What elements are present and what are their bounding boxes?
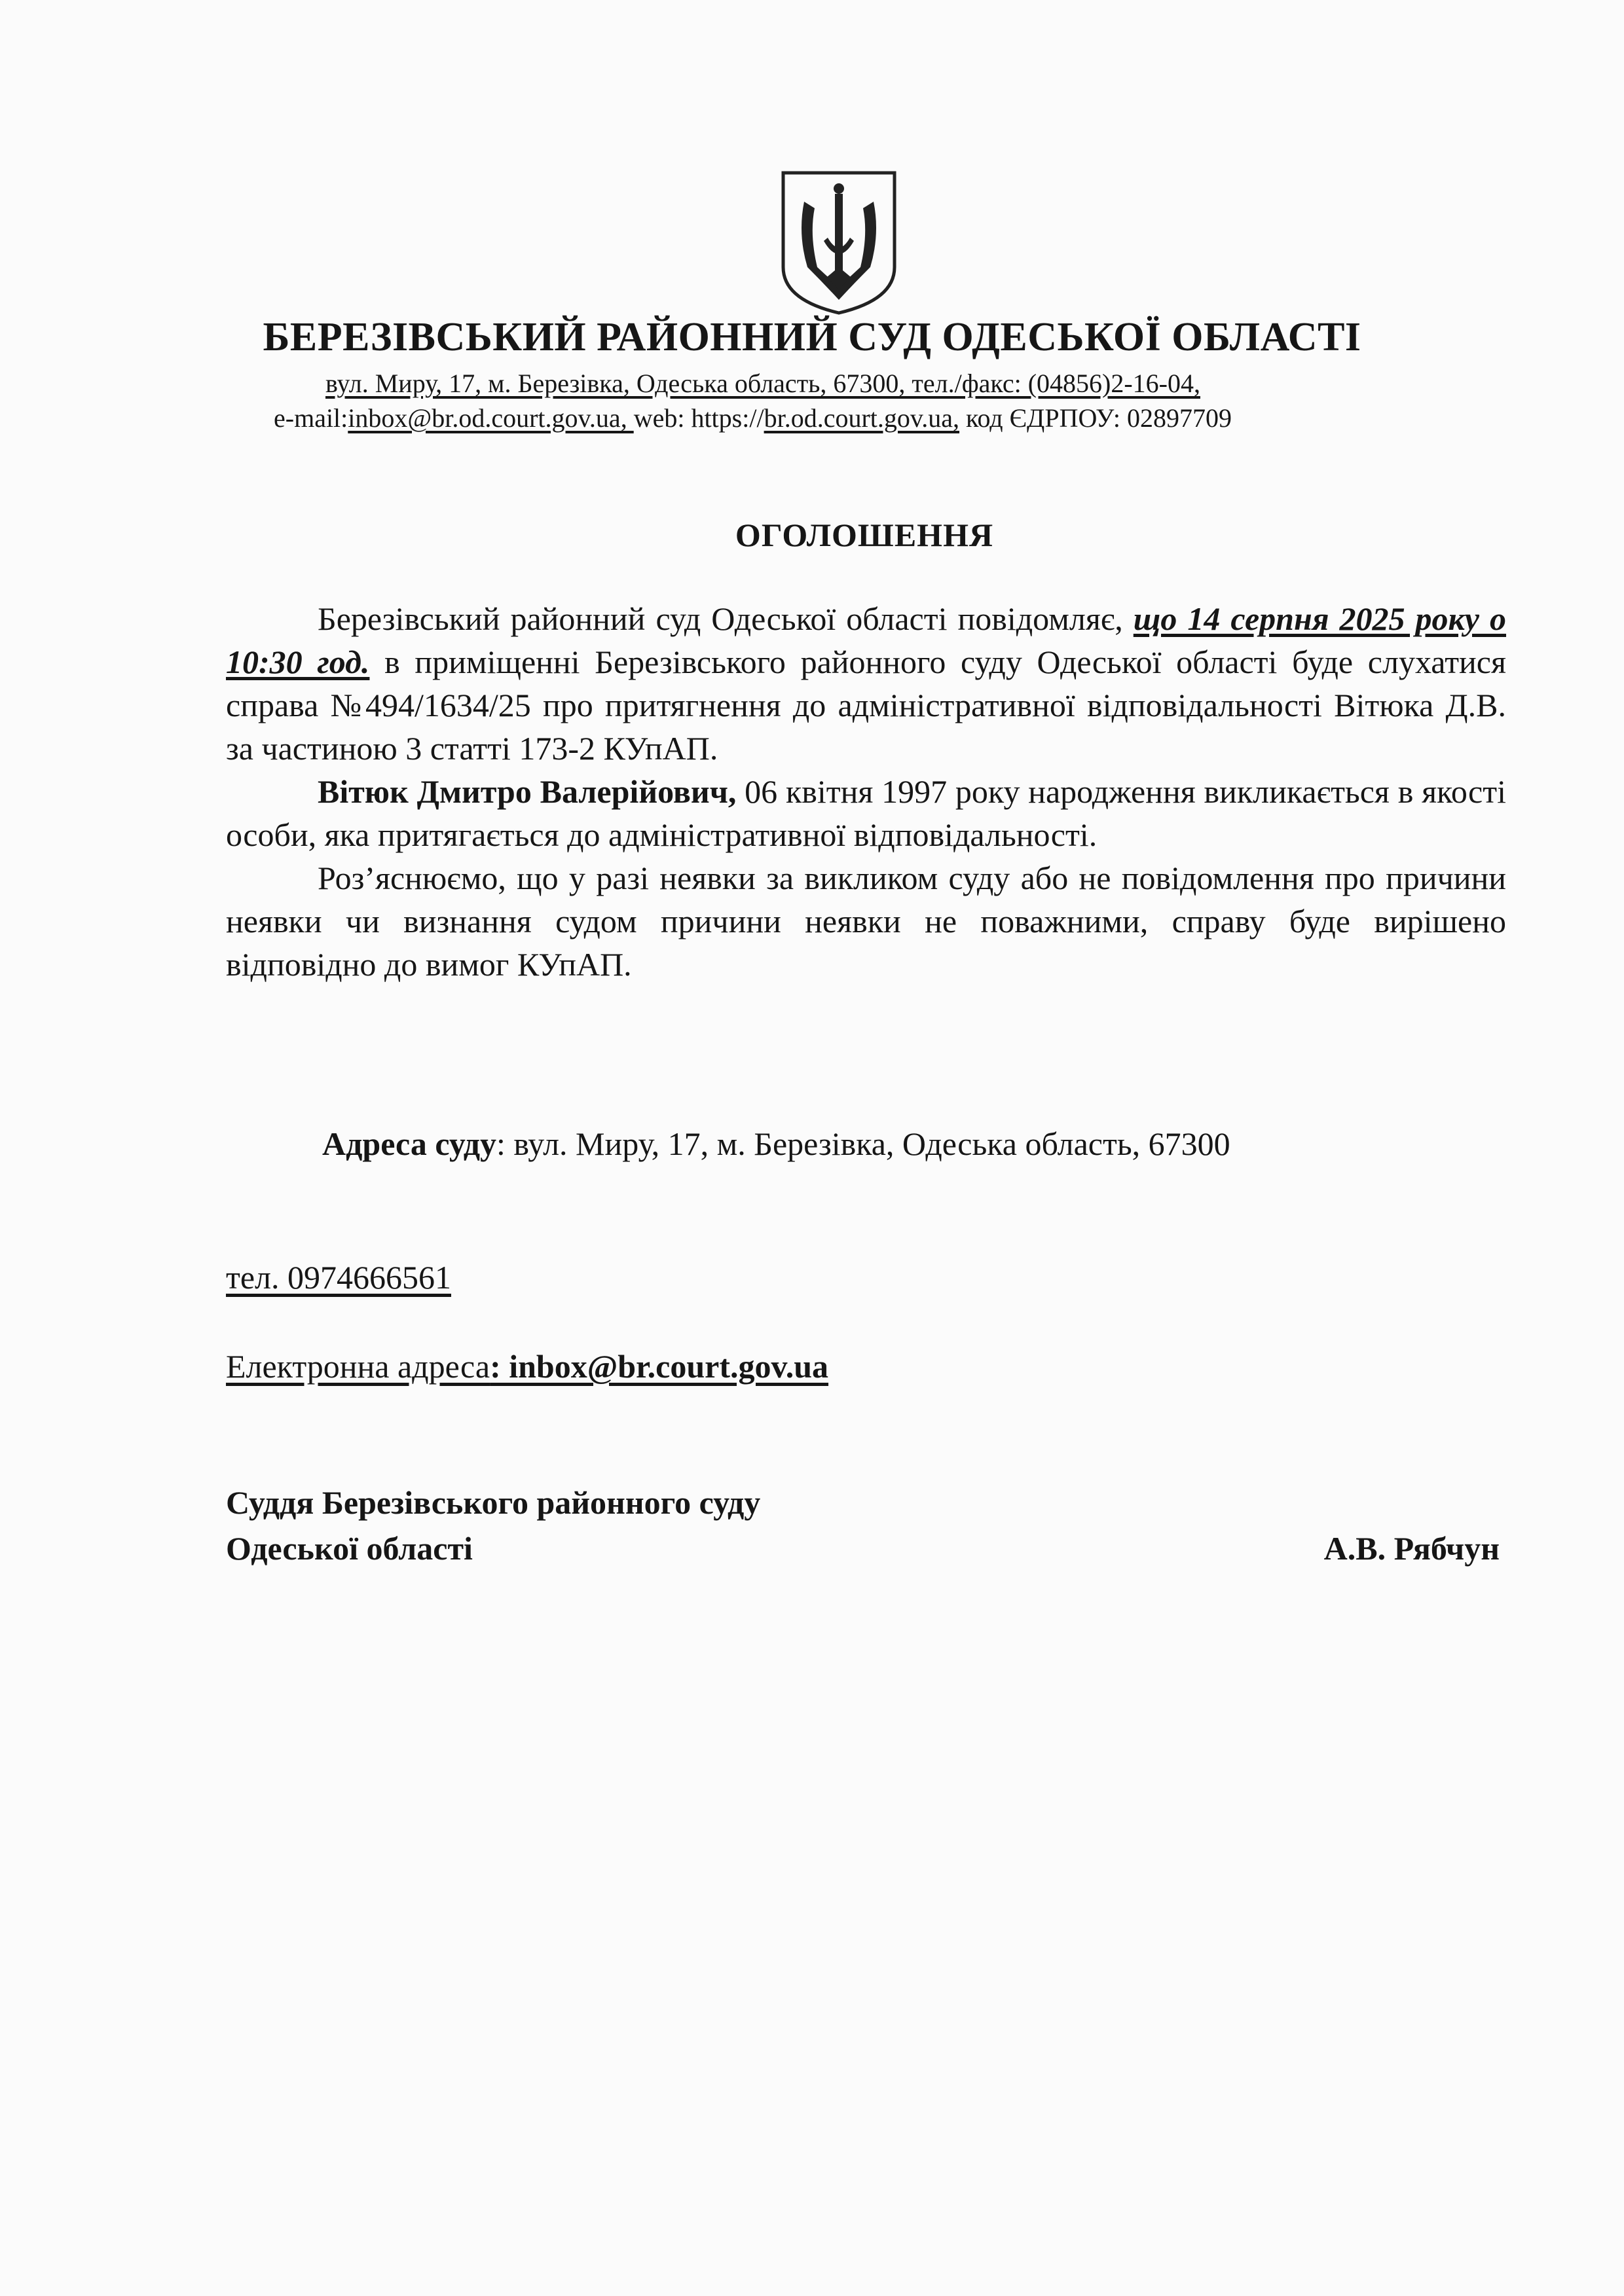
paragraph-person [226, 770, 1506, 856]
email-label: e-mail: [274, 403, 348, 433]
court-address-label: Адреса суду [322, 1125, 496, 1162]
court-address-value: : вул. Миру, 17, м. Березівка, Одеська область, 67300 [496, 1125, 1230, 1162]
signature-position-line: Одеської області [226, 1530, 473, 1567]
coat-of-arms-icon [778, 169, 900, 316]
paragraph-text: 06 квітня 1997 року народження викликається в якості особи, яка притягається до адміністративної відповідальності. [226, 773, 1506, 853]
web-link[interactable]: br.od.court.gov.ua, [764, 403, 960, 433]
edrpou-code: код ЄДРПОУ: 02897709 [959, 403, 1232, 433]
signature-name: А.В. Рябчун [1323, 1530, 1500, 1567]
hearing-date: що 14 серпня 2025 року о 10:30 год. [226, 600, 1506, 680]
signature-position-line: Суддя Березівського районного суду [226, 1484, 761, 1521]
court-name-heading: БЕРЕЗІВСЬКИЙ РАЙОННИЙ СУД ОДЕСЬКОЇ ОБЛАСТІ [263, 315, 1361, 359]
email-contact [226, 1347, 828, 1385]
court-contacts-line [274, 403, 1232, 433]
person-name: Вітюк Дмитро Валерійович, [318, 773, 737, 810]
announcement-body [226, 597, 1506, 986]
email-contact-label: Електронна адреса [226, 1348, 490, 1385]
email-link[interactable]: inbox@br.od.court.gov.ua, [348, 403, 634, 433]
document-title: ОГОЛОШЕННЯ [735, 517, 994, 553]
court-address-line: вул. Миру, 17, м. Березівка, Одеська область, 67300, тел./факс: (04856)2-16-04, [325, 369, 1200, 398]
web-label: web: https:// [633, 403, 764, 433]
paragraph-hearing [226, 597, 1506, 770]
phone-number: тел. 0974666561 [226, 1259, 451, 1296]
email-contact-value[interactable]: : inbox@br.court.gov.ua [490, 1348, 829, 1385]
paragraph-text: Березівський районний суд Одеської області повідомляє, [318, 600, 1134, 637]
paragraph-text: в приміщенні Березівського районного суду Одеської області буде слухатися справа №494/1634/25 про притягнення до адміністративної відповідальності Вітюка Д.В. за частиною 3 статті 173-2 КУпАП. [226, 644, 1506, 767]
court-address [322, 1125, 1230, 1163]
paragraph-warning: Роз’яснюємо, що у разі неявки за викликом суду або не повідомлення про причини неявки чи визнання судом причини неявки не поважними, справу буде вирішено відповідно до вимог КУпАП. [226, 860, 1506, 983]
signature-position [226, 1480, 760, 1571]
